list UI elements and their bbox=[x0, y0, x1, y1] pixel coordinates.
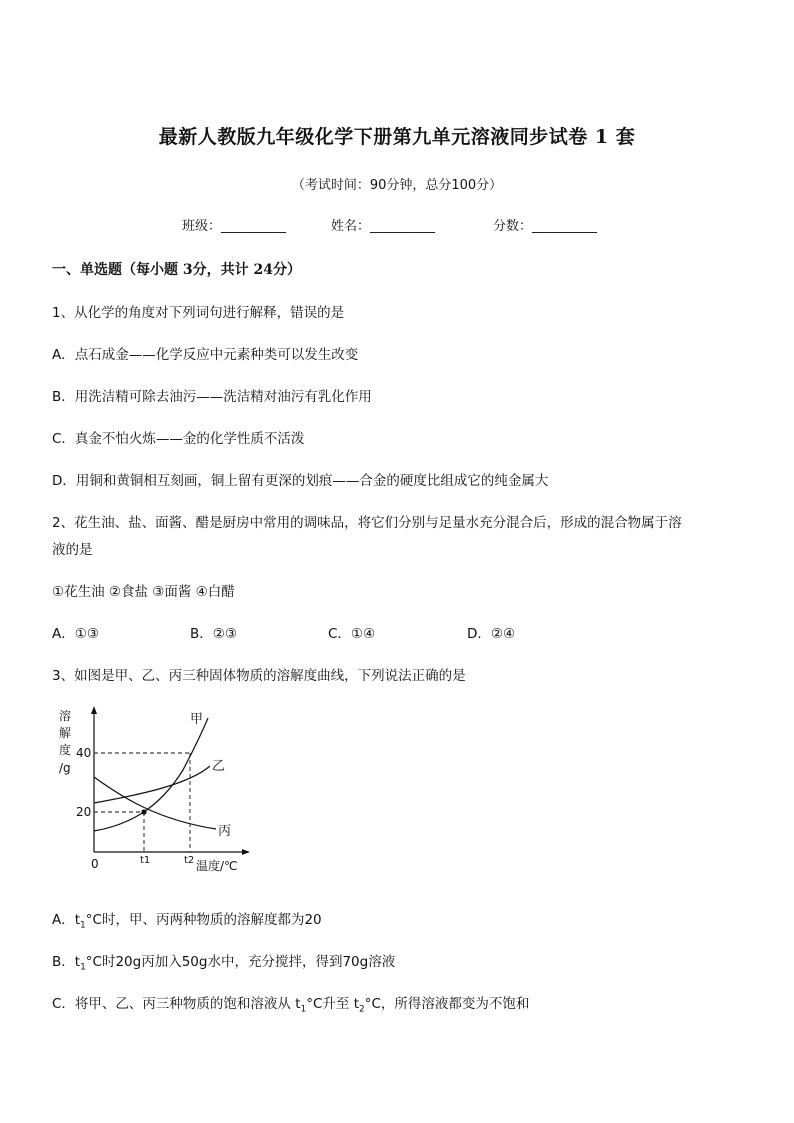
question-2-option-c: C．①④ bbox=[328, 626, 376, 642]
ylabel-2: 解 bbox=[59, 726, 72, 740]
score-field[interactable]: 分数：__________ bbox=[493, 219, 598, 234]
intersection-point bbox=[141, 809, 146, 814]
question-3-option-c: C．将甲、乙、丙三种物质的饱和溶液从 $t_1^\circ C$升至 $t_2^\circ C$，所得溶液都变为不饱和 bbox=[52, 996, 530, 1015]
xlabel: 温度/℃ bbox=[196, 859, 238, 873]
question-1-option-a: A．点石成金——化学反应中元素种类可以发生改变 bbox=[52, 347, 359, 363]
question-2-items: ①花生油 ②食盐 ③面酱 ④白醋 bbox=[52, 584, 235, 600]
question-2-option-d: D．②④ bbox=[467, 626, 516, 642]
y-axis-arrow bbox=[91, 706, 97, 714]
class-field[interactable]: 班级：__________ bbox=[182, 219, 287, 234]
question-2-stem-line1: 2、花生油、盐、面酱、醋是厨房中常用的调味品，将它们分别与足量水充分混合后，形成的混合物属于溶 bbox=[52, 515, 682, 531]
question-1-stem: 1、从化学的角度对下列词句进行解释，错误的是 bbox=[52, 305, 345, 321]
curve-yi bbox=[94, 766, 210, 803]
question-2-stem-line2: 液的是 bbox=[52, 542, 93, 558]
question-2-option-b: B．②③ bbox=[190, 626, 237, 642]
tick-20: 20 bbox=[76, 805, 92, 819]
question-3-option-b: B．$t_1^\circ C$时20g丙加入50g水中，充分搅拌，得到70g溶液 bbox=[52, 954, 396, 973]
curve-jia bbox=[94, 718, 208, 831]
question-1-option-c: C．真金不怕火炼——金的化学性质不活泼 bbox=[52, 431, 305, 447]
question-2-option-a: A．①③ bbox=[52, 626, 99, 642]
tick-t2: t2 bbox=[184, 855, 195, 866]
label-yi: 乙 bbox=[212, 759, 226, 774]
ylabel-4: /g bbox=[59, 761, 71, 775]
tick-origin: 0 bbox=[91, 857, 99, 871]
ylabel-1: 溶 bbox=[59, 709, 72, 723]
label-bing: 丙 bbox=[218, 824, 232, 839]
page-title: 最新人教版九年级化学下册第九单元溶液同步试卷 1 套 bbox=[158, 126, 636, 148]
x-axis-arrow bbox=[242, 849, 250, 855]
question-3-option-a: A．$t_1^\circ C$时，甲、丙两种物质的溶解度都为20 bbox=[52, 912, 322, 931]
name-field[interactable]: 姓名：__________ bbox=[331, 219, 436, 234]
label-jia: 甲 bbox=[190, 712, 204, 727]
tick-t1: t1 bbox=[140, 855, 151, 866]
tick-40: 40 bbox=[76, 746, 92, 760]
solubility-curve-figure bbox=[48, 700, 258, 880]
exam-info: （考试时间：90分钟，总分100分） bbox=[291, 178, 503, 193]
question-1-option-b: B．用洗洁精可除去油污——洗洁精对油污有乳化作用 bbox=[52, 389, 372, 405]
question-3-stem: 3、如图是甲、乙、丙三种固体物质的溶解度曲线，下列说法正确的是 bbox=[52, 668, 466, 684]
ylabel-3: 度 bbox=[59, 743, 72, 757]
question-1-option-d: D．用铜和黄铜相互刻画，铜上留有更深的划痕——合金的硬度比组成它的纯金属大 bbox=[52, 473, 549, 489]
section-heading: 一、单选题（每小题 3分，共计 24分） bbox=[52, 262, 301, 278]
